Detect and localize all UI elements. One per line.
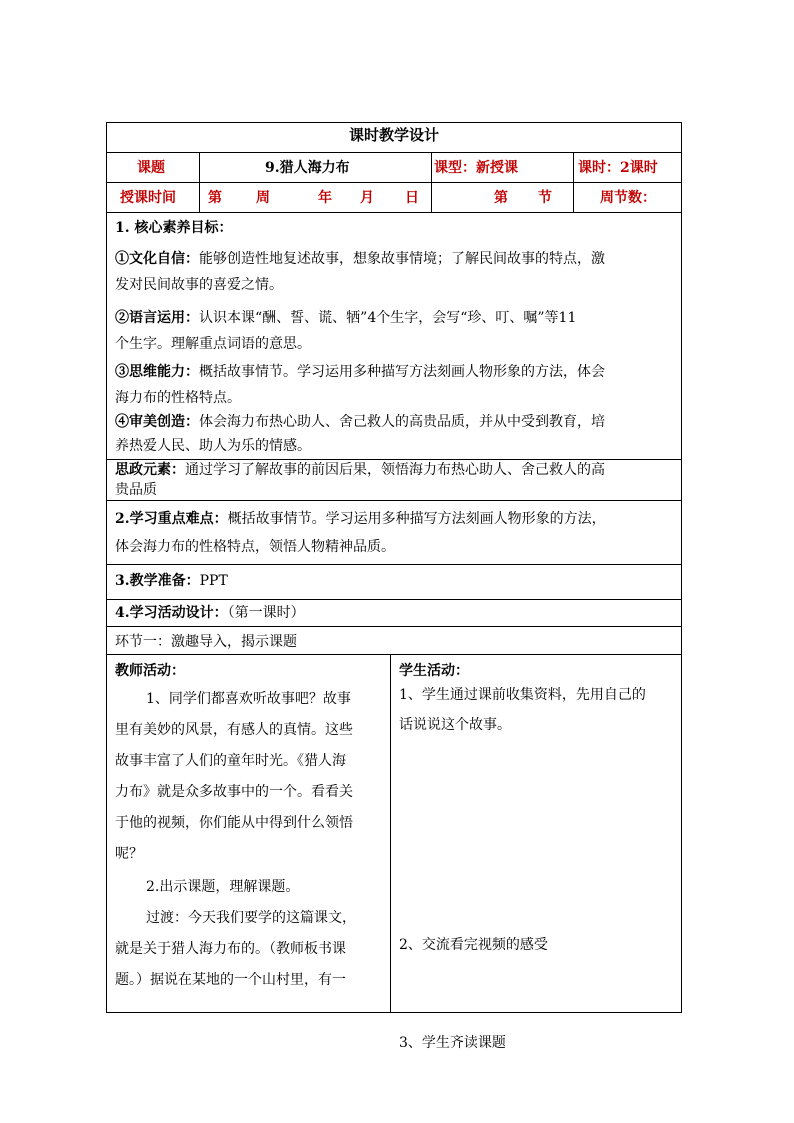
activity-section bbox=[107, 599, 681, 627]
goal-text: 认识本课“酬、誓、谎、牺”4个生字，会写“珍、叮、嘱”等11 bbox=[199, 310, 577, 326]
prep-line bbox=[115, 569, 228, 593]
prep-value: PPT bbox=[199, 573, 228, 589]
teacher-line: 1、同学们都喜欢听故事吧？故事 bbox=[146, 691, 351, 707]
page-title: 课时教学设计 bbox=[348, 126, 439, 144]
topic-label: 课题 bbox=[137, 160, 165, 176]
key-points-title: 2.学习重点难点： bbox=[115, 511, 228, 527]
time-label: 授课时间 bbox=[120, 190, 176, 206]
goal-text-cont: 个生字。理解重点词语的意思。 bbox=[115, 336, 311, 352]
teacher-line: 里有美妙的风景，有感人的真情。这些 bbox=[115, 722, 353, 738]
student-column bbox=[390, 655, 681, 1051]
goal-title: ①文化自信： bbox=[115, 251, 199, 267]
period-prefix: 第 bbox=[494, 190, 508, 206]
ideology-text-cont: 贵品质 bbox=[115, 482, 157, 498]
ideology-text: 通过学习了解故事的前因后果，领悟海力布热心助人、舍己救人的高 bbox=[185, 462, 605, 478]
type-cell bbox=[431, 153, 573, 183]
teacher-line: 2.出示课题，理解课题。 bbox=[146, 879, 300, 895]
goals-section bbox=[107, 212, 681, 460]
ideology-title: 思政元素： bbox=[115, 462, 185, 478]
step-row bbox=[107, 626, 681, 655]
teacher-line: 于他的视频，你们能从中得到什么领悟 bbox=[115, 815, 353, 831]
title-row bbox=[107, 123, 681, 153]
key-points-text: 概括故事情节。学习运用多种描写方法刻画人物形象的方法， bbox=[227, 511, 606, 527]
key-points-line bbox=[115, 506, 606, 532]
teacher-line: 力布》就是众多故事中的一个。看看关 bbox=[115, 784, 353, 800]
goal-text-cont: 海力布的性格特点。 bbox=[115, 390, 241, 406]
goal-item bbox=[115, 359, 605, 385]
lesson-plan-table bbox=[106, 122, 682, 1051]
period-cell bbox=[431, 183, 573, 213]
day-label: 日 bbox=[405, 190, 419, 206]
weekly-count-cell bbox=[573, 183, 683, 213]
goal-item bbox=[115, 409, 605, 435]
activity-line bbox=[115, 601, 305, 625]
goal-text: 概括故事情节。学习运用多种描写方法刻画人物形象的方法，体会 bbox=[199, 364, 605, 380]
goals-heading: 1. 核心素养目标： bbox=[115, 220, 233, 236]
ideology-line bbox=[115, 460, 605, 480]
goal-text-cont: 养热爱人民、助人为乐的情感。 bbox=[115, 438, 311, 454]
teacher-heading: 教师活动： bbox=[115, 663, 185, 679]
ideology-section bbox=[107, 459, 681, 501]
goal-item bbox=[115, 246, 605, 272]
student-item: 1、学生通过课前收集资料，先用自己的 bbox=[399, 687, 646, 703]
teacher-line: 就是关于猎人海力布的。（教师板书课 bbox=[115, 941, 346, 957]
key-points-text-cont: 体会海力布的性格特点，领悟人物精神品质。 bbox=[115, 539, 395, 555]
week-label: 周 bbox=[256, 190, 270, 206]
time-label-cell bbox=[107, 183, 199, 213]
teacher-line: 过渡：今天我们要学的这篇课文， bbox=[146, 910, 356, 926]
hours-cell bbox=[573, 153, 683, 183]
date-cell bbox=[199, 183, 431, 213]
prep-section bbox=[107, 564, 681, 600]
year-label: 年 bbox=[318, 190, 332, 206]
topic-row bbox=[107, 152, 681, 183]
time-row bbox=[107, 182, 681, 213]
prep-title: 3.教学准备： bbox=[115, 573, 200, 589]
step-label: 环节一：激趣导入，揭示课题 bbox=[115, 634, 297, 650]
teacher-line: 呢？ bbox=[115, 846, 143, 862]
topic-value-cell bbox=[199, 153, 431, 183]
period-label: 节 bbox=[538, 190, 552, 206]
weekly-count-label: 周节数： bbox=[600, 190, 656, 206]
teacher-line: 题。）据说在某地的一个山村里，有一 bbox=[115, 972, 346, 988]
activity-title: 4.学习活动设计： bbox=[115, 605, 228, 621]
month-label: 月 bbox=[360, 190, 374, 206]
goal-text-cont: 发对民间故事的喜爱之情。 bbox=[115, 277, 283, 293]
goal-title: ③思维能力： bbox=[115, 364, 199, 380]
goal-text: 体会海力布热心助人、舍己救人的高贵品质，并从中受到教育，培 bbox=[199, 414, 605, 430]
student-item: 3、学生齐读课题 bbox=[399, 1035, 506, 1051]
week-prefix: 第 bbox=[208, 190, 222, 206]
teacher-column bbox=[107, 655, 390, 1012]
key-points-section bbox=[107, 500, 681, 565]
goal-item bbox=[115, 305, 576, 331]
goal-title: ②语言运用： bbox=[115, 310, 199, 326]
student-heading: 学生活动： bbox=[399, 663, 469, 679]
activity-note: （第一课时） bbox=[227, 605, 305, 621]
student-item-cont: 话说说这个故事。 bbox=[399, 717, 511, 733]
activities-row bbox=[107, 654, 681, 1051]
student-item: 2、交流看完视频的感受 bbox=[399, 937, 548, 953]
topic-label-cell bbox=[107, 153, 199, 183]
goal-text: 能够创造性地复述故事，想象故事情境；了解民间故事的特点，激 bbox=[199, 251, 605, 267]
teacher-line: 故事丰富了人们的童年时光。《猎人海 bbox=[115, 753, 346, 769]
goal-title: ④审美创造： bbox=[115, 414, 199, 430]
lesson-hours: 课时：2课时 bbox=[578, 160, 658, 176]
lesson-type: 课型：新授课 bbox=[434, 160, 518, 176]
topic-value: 9.猎人海力布 bbox=[265, 160, 350, 176]
